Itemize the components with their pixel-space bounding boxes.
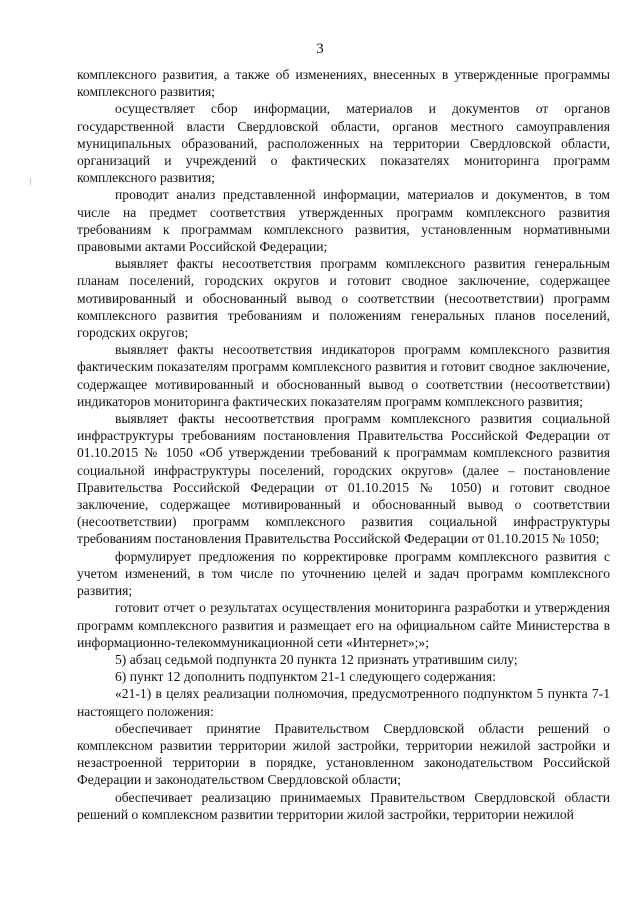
page-number: 3 (316, 41, 324, 57)
paragraph: проводит анализ представленной информации, материалов и документов, в том числе на предмет соответствия утвержденных программ комплексного развития требованиям к программам комплексного развития, установленным нормативными правовыми актами Российской Федерации; (77, 187, 610, 255)
paragraph: обеспечивает реализацию принимаемых Правительством Свердловской области решений о комплексном развитии территории жилой застройки, территории нежилой (77, 789, 610, 822)
paragraph: выявляет факты несоответствия индикаторов программ комплексного развития фактическим показателям программ комплексного развития и готовит сводное заключение, содержащее мотивированный и обоснованный вывод о соответствии (несоответствии) индикаторов мониторинга фактических показателям программ комплексного развития; (77, 342, 610, 409)
paragraph: формулирует предложения по корректировке программ комплексного развития с учетом изменений, в том числе по уточнению целей и задач программ комплексного развития; (77, 548, 610, 599)
paragraph: выявляет факты несоответствия программ комплексного развития генеральным планам поселений, городских округов и готовит сводное заключение, содержащее мотивированный и обоснованный вывод о соответствии (несоответствии) программ комплексного развития требованиям и положениям генеральных планов поселений, городских округов; (77, 256, 610, 341)
paragraph: 5) абзац седьмой подпункта 20 пункта 12 признать утратившим силу; (115, 651, 518, 667)
paragraph: осуществляет сбор информации, материалов и документов от органов государственной власти Свердловской области, органов местного самоуправления муниципальных образований, расположенных на территории Свердловской области, организаций и учреждений о фактических показателях мониторинга программ комплексного развития; (77, 101, 610, 186)
paragraph: обеспечивает принятие Правительством Свердловской области решений о комплексном развитии территории жилой застройки, территории нежилой застройки и незастроенной территории в порядке, установленном законодательством Российской Федерации и законодательством Свердловской области; (77, 720, 610, 788)
paragraph-continuation: комплексного развития, а также об изменениях, внесенных в утвержденные программы комплексного развития; (77, 67, 610, 100)
paragraph: «21-1) в целях реализации полномочия, предусмотренного подпунктом 5 пункта 7-1 настоящего положения: (77, 686, 610, 719)
paragraph: выявляет факты несоответствия программ комплексного развития социальной инфраструктуры требованиям постановления Правительства Российской Федерации от 01.10.2015 № 1050 «Об утверждении требований к программам комплексного развития социальной инфраструктуры поселений, городских округов» (далее – постановление Правительства Российской Федерации от 01.10.2015 № 1050) и готовит сводное заключение, содержащее мотивированный и обоснованный вывод о соответствии (несоответствии) программ комплексного развития социальной инфраструктуры требованиям постановления Правительства Российской Федерации от 01.10.2015 № 1050; (77, 411, 610, 547)
body-text (77, 66, 610, 823)
paragraph: готовит отчет о результатах осуществления мониторинга разработки и утверждения программ комплексного развития и размещает его на официальном сайте Министерства в информационно-телекоммуникационной сети «Интернет»;»; (77, 600, 610, 650)
scan-mark (30, 178, 31, 185)
paragraph: 6) пункт 12 дополнить подпунктом 21-1 следующего содержания: (115, 669, 496, 685)
